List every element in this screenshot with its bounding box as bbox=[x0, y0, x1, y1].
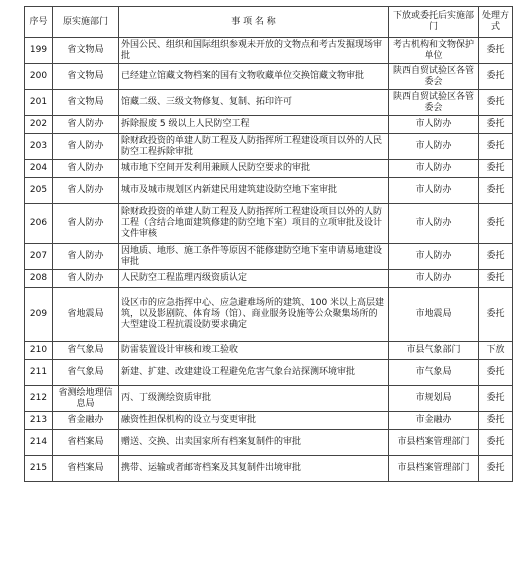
table-row bbox=[25, 288, 513, 342]
row-item-cell: 外国公民、组织和国际组织参观未开放的文物点和考古发掘现场审批 bbox=[119, 38, 389, 64]
row-target-cell: 陕西自贸试验区各管委会 bbox=[389, 64, 479, 90]
row-item-cell: 馆藏二级、三级文物修复、复制、拓印许可 bbox=[119, 90, 389, 116]
row-item-cell: 人民防空工程监理丙级资质认定 bbox=[119, 270, 389, 288]
approval-items-table bbox=[24, 6, 513, 482]
table-row bbox=[25, 90, 513, 116]
row-num-cell: 205 bbox=[25, 178, 53, 204]
row-num-cell: 208 bbox=[25, 270, 53, 288]
row-target-cell: 市人防办 bbox=[389, 116, 479, 134]
row-mode-cell: 委托 bbox=[479, 116, 513, 134]
table-row bbox=[25, 178, 513, 204]
row-dept-cell: 省文物局 bbox=[53, 38, 119, 64]
table-row bbox=[25, 360, 513, 386]
header-num: 序号 bbox=[25, 7, 53, 38]
row-mode-cell: 委托 bbox=[479, 64, 513, 90]
row-item-cell: 防雷装置设计审核和竣工验收 bbox=[119, 342, 389, 360]
table-row bbox=[25, 456, 513, 482]
header-target: 下放或委托后实施部门 bbox=[389, 7, 479, 38]
row-mode-cell: 委托 bbox=[479, 160, 513, 178]
row-item-cell: 拆除报废 5 级以上人民防空工程 bbox=[119, 116, 389, 134]
row-item-cell: 已经建立馆藏文物档案的国有文物收藏单位交换馆藏文物审批 bbox=[119, 64, 389, 90]
row-dept-cell: 省人防办 bbox=[53, 178, 119, 204]
row-dept-cell: 省地震局 bbox=[53, 288, 119, 342]
row-dept-cell: 省测绘地理信息局 bbox=[53, 386, 119, 412]
row-num-cell: 214 bbox=[25, 430, 53, 456]
row-target-cell: 市人防办 bbox=[389, 204, 479, 244]
row-mode-cell: 委托 bbox=[479, 134, 513, 160]
row-item-cell: 因地质、地形、施工条件等原因不能修建防空地下室申请易地建设审批 bbox=[119, 244, 389, 270]
row-item-cell: 城市地下空间开发利用兼顾人民防空要求的审批 bbox=[119, 160, 389, 178]
row-item-cell: 城市及城市规划区内新建民用建筑建设防空地下室审批 bbox=[119, 178, 389, 204]
table-row bbox=[25, 116, 513, 134]
table-row bbox=[25, 38, 513, 64]
row-dept-cell: 省气象局 bbox=[53, 342, 119, 360]
table-row bbox=[25, 342, 513, 360]
row-target-cell: 市气象局 bbox=[389, 360, 479, 386]
row-item-cell: 携带、运输或者邮寄档案及其复制件出境审批 bbox=[119, 456, 389, 482]
row-mode-cell: 委托 bbox=[479, 288, 513, 342]
row-num-cell: 202 bbox=[25, 116, 53, 134]
header-dept: 原实施部门 bbox=[53, 7, 119, 38]
row-dept-cell: 省人防办 bbox=[53, 204, 119, 244]
row-mode-cell: 委托 bbox=[479, 430, 513, 456]
row-mode-cell: 委托 bbox=[479, 386, 513, 412]
table-row bbox=[25, 160, 513, 178]
row-item-cell: 丙、丁级测绘资质审批 bbox=[119, 386, 389, 412]
row-mode-cell: 委托 bbox=[479, 456, 513, 482]
row-mode-cell: 下放 bbox=[479, 342, 513, 360]
row-num-cell: 199 bbox=[25, 38, 53, 64]
row-num-cell: 203 bbox=[25, 134, 53, 160]
row-num-cell: 215 bbox=[25, 456, 53, 482]
row-num-cell: 210 bbox=[25, 342, 53, 360]
row-mode-cell: 委托 bbox=[479, 270, 513, 288]
row-mode-cell: 委托 bbox=[479, 360, 513, 386]
row-target-cell: 市人防办 bbox=[389, 270, 479, 288]
table-row bbox=[25, 270, 513, 288]
table-row bbox=[25, 244, 513, 270]
row-dept-cell: 省档案局 bbox=[53, 456, 119, 482]
row-num-cell: 207 bbox=[25, 244, 53, 270]
row-dept-cell: 省档案局 bbox=[53, 430, 119, 456]
row-num-cell: 211 bbox=[25, 360, 53, 386]
table-row bbox=[25, 204, 513, 244]
row-mode-cell: 委托 bbox=[479, 90, 513, 116]
row-mode-cell: 委托 bbox=[479, 204, 513, 244]
row-item-cell: 除财政投资的单建人防工程及人防指挥所工程建设项目以外的人民防空工程拆除审批 bbox=[119, 134, 389, 160]
table-header-row bbox=[25, 7, 513, 38]
row-dept-cell: 省文物局 bbox=[53, 90, 119, 116]
row-target-cell: 考古机构和文物保护单位 bbox=[389, 38, 479, 64]
row-dept-cell: 省金融办 bbox=[53, 412, 119, 430]
row-dept-cell: 省人防办 bbox=[53, 244, 119, 270]
row-dept-cell: 省文物局 bbox=[53, 64, 119, 90]
row-target-cell: 市县档案管理部门 bbox=[389, 430, 479, 456]
table-row bbox=[25, 386, 513, 412]
row-target-cell: 市人防办 bbox=[389, 134, 479, 160]
table-row bbox=[25, 430, 513, 456]
header-mode: 处理方式 bbox=[479, 7, 513, 38]
row-target-cell: 市县气象部门 bbox=[389, 342, 479, 360]
row-num-cell: 206 bbox=[25, 204, 53, 244]
row-mode-cell: 委托 bbox=[479, 244, 513, 270]
row-target-cell: 市人防办 bbox=[389, 244, 479, 270]
row-item-cell: 新建、扩建、改建建设工程避免危害气象台站探测环境审批 bbox=[119, 360, 389, 386]
row-item-cell: 除财政投资的单建人防工程及人防指挥所工程建设项目以外的人防工程（含结合地面建筑修建的防空地下室）项目的立项审批及设计文件审核 bbox=[119, 204, 389, 244]
row-num-cell: 209 bbox=[25, 288, 53, 342]
row-num-cell: 204 bbox=[25, 160, 53, 178]
row-target-cell: 市规划局 bbox=[389, 386, 479, 412]
row-item-cell: 赠送、交换、出卖国家所有档案复制件的审批 bbox=[119, 430, 389, 456]
header-item: 事 项 名 称 bbox=[119, 7, 389, 38]
row-target-cell: 市人防办 bbox=[389, 178, 479, 204]
row-item-cell: 融资性担保机构的设立与变更审批 bbox=[119, 412, 389, 430]
row-target-cell: 市金融办 bbox=[389, 412, 479, 430]
row-dept-cell: 省人防办 bbox=[53, 116, 119, 134]
row-target-cell: 陕西自贸试验区各管委会 bbox=[389, 90, 479, 116]
row-target-cell: 市人防办 bbox=[389, 160, 479, 178]
row-num-cell: 213 bbox=[25, 412, 53, 430]
table-row bbox=[25, 134, 513, 160]
row-num-cell: 201 bbox=[25, 90, 53, 116]
row-mode-cell: 委托 bbox=[479, 38, 513, 64]
row-mode-cell: 委托 bbox=[479, 178, 513, 204]
table-row bbox=[25, 412, 513, 430]
row-target-cell: 市县档案管理部门 bbox=[389, 456, 479, 482]
row-num-cell: 200 bbox=[25, 64, 53, 90]
row-item-cell: 设区市的应急指挥中心、应急避难场所的建筑、100 米以上高层建筑，以及影剧院、体育场（馆）、商业服务设施等公众聚集场所的大型建设工程抗震设防要求确定 bbox=[119, 288, 389, 342]
row-target-cell: 市地震局 bbox=[389, 288, 479, 342]
row-dept-cell: 省人防办 bbox=[53, 270, 119, 288]
row-dept-cell: 省人防办 bbox=[53, 134, 119, 160]
row-dept-cell: 省气象局 bbox=[53, 360, 119, 386]
row-dept-cell: 省人防办 bbox=[53, 160, 119, 178]
row-num-cell: 212 bbox=[25, 386, 53, 412]
row-mode-cell: 委托 bbox=[479, 412, 513, 430]
table-row bbox=[25, 64, 513, 90]
